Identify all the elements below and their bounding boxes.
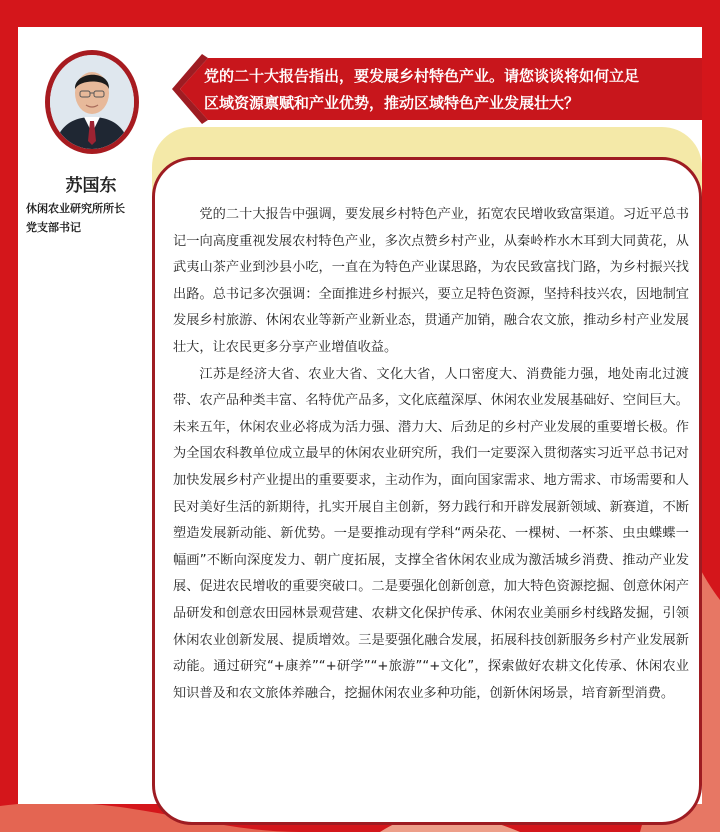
answer-paragraph-2: 江苏是经济大省、农业大省、文化大省，人口密度大、消费能力强，地处南北过渡带、农产品种类丰富、名特优产品多，文化底蕴深厚、休闲农业发展基础好、空间巨大。未来五年，休闲农业必将成为活力强、潜力大、后劲足的乡村产业发展的重要增长极。作为全国农科教单位成立最早的休闲农业研究所，我们一定要深入贯彻落实习近平总书记对加快发展乡村产业提出的重要要求，主动作为，面向国家需求、地方需求、市场需要和人民对美好生活的新期待，扎实开展自主创新，努力践行和开辟发展新领域、新赛道，不断塑造发展新动能、新优势。一是要推动现有学科“两朵花、一棵树、一杯茶、虫虫蝶蝶一幅画”不断向深度发力、朝广度拓展，支撑全省休闲农业成为激活城乡消费、推动产业发展、促进农民增收的重要突破口。二是要强化创新创意，加大特色资源挖掘、创意休闲产品研发和创意农田园林景观营建、农耕文化保护传承、休闲农业美丽乡村线路发掘，引领休闲农业创新发展、提质增效。三是要强化融合发展，拓展科技创新服务乡村产业发展新动能。通过研究“+康养”“+研学”“+旅游”“+文化”，探索做好农耕文化传承、休闲农业知识普及和农文旅体养融合，挖掘休闲农业多种功能，创新休闲场景，培育新型消费。: [173, 366, 689, 701]
question-line2: 区域资源禀赋和产业优势，推动区域特色产业发展壮大？: [204, 94, 580, 112]
avatar: [50, 55, 134, 149]
content-card: [18, 27, 702, 804]
person-title-line2: 党支部书记: [26, 221, 81, 234]
avatar-frame: [45, 50, 139, 154]
person-title: [26, 199, 166, 237]
question-text: [204, 63, 694, 117]
answer-paragraph-1: 党的二十大报告中强调，要发展乡村特色产业，拓宽农民增收致富渠道。习近平总书记一向高度重视发展农村特色产业，多次点赞乡村产业，从秦岭柞水木耳到大同黄花，从武夷山茶产业到沙县小吃，一直在为特色产业谋思路，为农民致富找门路，为乡村振兴找出路。总书记多次强调：全面推进乡村振兴，要立足特色资源，坚持科技兴农，因地制宜发展乡村旅游、休闲农业等新产业新业态，贯通产加销，融合农文旅，推动乡村产业发展壮大，让农民更多分享产业增值收益。: [173, 207, 689, 355]
answer-body: [173, 202, 689, 707]
answer-frame: [152, 157, 702, 825]
person-title-line1: 休闲农业研究所所长: [26, 202, 125, 215]
portrait-image: [50, 55, 134, 149]
question-banner: [172, 54, 702, 124]
question-line1: 党的二十大报告指出，要发展乡村特色产业。请您谈谈将如何立足: [204, 67, 640, 85]
person-name: 苏国东: [65, 176, 117, 196]
